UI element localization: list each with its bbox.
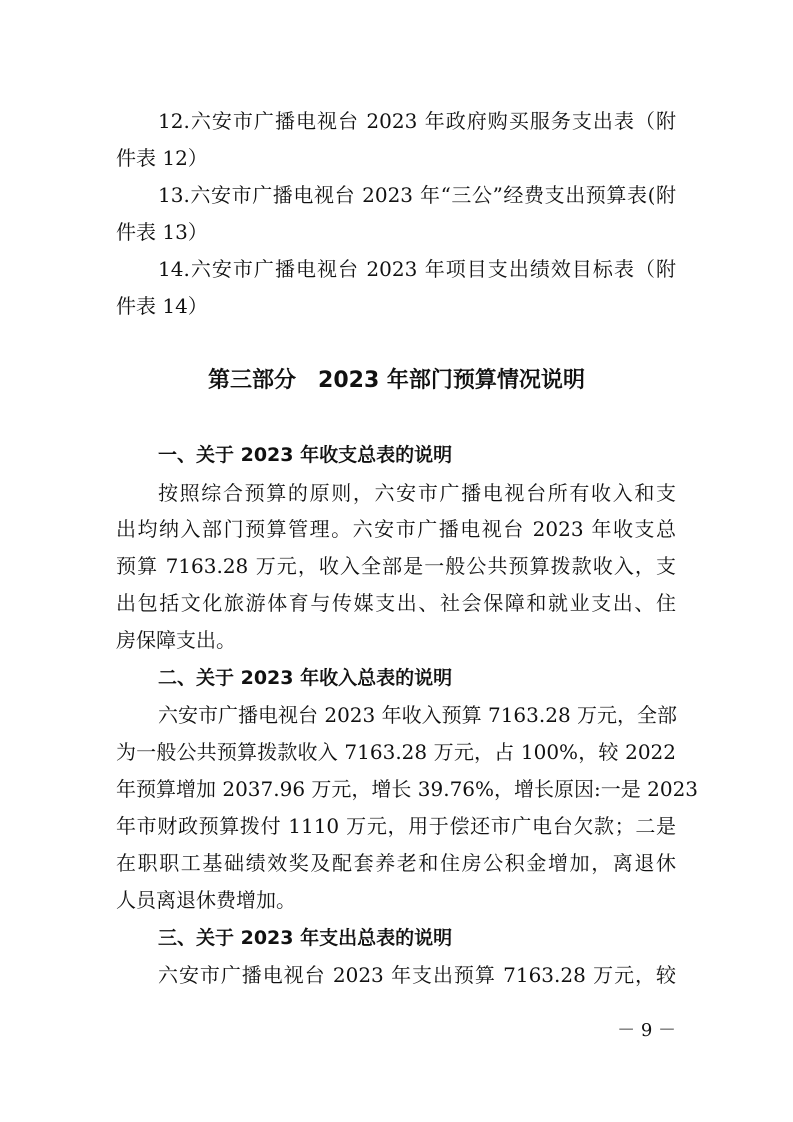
- section-2-heading: 二、关于 2023 年收入总表的说明: [158, 667, 453, 689]
- section-1-line: 按照综合预算的原则，六安市广播电视台所有收入和支: [158, 481, 676, 505]
- section-2-line: 为一般公共预算拨款收入 7163.28 万元，占 100%，较 2022: [116, 740, 676, 764]
- section-2-line: 年预算增加 2037.96 万元，增长 39.76%，增长原因:一是 2023: [116, 777, 699, 801]
- section-1-line: 房保障支出。: [116, 628, 236, 652]
- section-2-line: 年市财政预算拨付 1110 万元，用于偿还市广电台欠款；二是: [116, 814, 676, 838]
- page-number: － 9 －: [617, 1020, 676, 1041]
- list-item-12-line2: 件表 12）: [116, 146, 208, 170]
- section-3-line: 六安市广播电视台 2023 年支出预算 7163.28 万元，较: [158, 963, 676, 987]
- list-item-13-line2: 件表 13）: [116, 220, 208, 244]
- section-1-heading: 一、关于 2023 年收支总表的说明: [158, 444, 453, 466]
- section-1-line: 出均纳入部门预算管理。六安市广播电视台 2023 年收支总: [116, 517, 676, 541]
- list-item-12-line1: 12.六安市广播电视台 2023 年政府购买服务支出表（附: [158, 109, 676, 133]
- part-title: 第三部分 2023 年部门预算情况说明: [208, 368, 585, 393]
- list-item-14-line2: 件表 14）: [116, 294, 208, 318]
- section-1-line: 出包括文化旅游体育与传媒支出、社会保障和就业支出、住: [116, 591, 676, 615]
- section-3-heading: 三、关于 2023 年支出总表的说明: [158, 927, 453, 949]
- section-1-line: 预算 7163.28 万元，收入全部是一般公共预算拨款收入，支: [116, 554, 676, 578]
- list-item-13-line1: 13.六安市广播电视台 2023 年“三公”经费支出预算表(附: [158, 183, 676, 207]
- list-item-14-line1: 14.六安市广播电视台 2023 年项目支出绩效目标表（附: [158, 257, 676, 281]
- section-2-line: 六安市广播电视台 2023 年收入预算 7163.28 万元，全部: [158, 703, 678, 727]
- section-2-line: 人员离退休费增加。: [116, 888, 296, 912]
- section-2-line: 在职职工基础绩效奖及配套养老和住房公积金增加，离退休: [116, 851, 676, 875]
